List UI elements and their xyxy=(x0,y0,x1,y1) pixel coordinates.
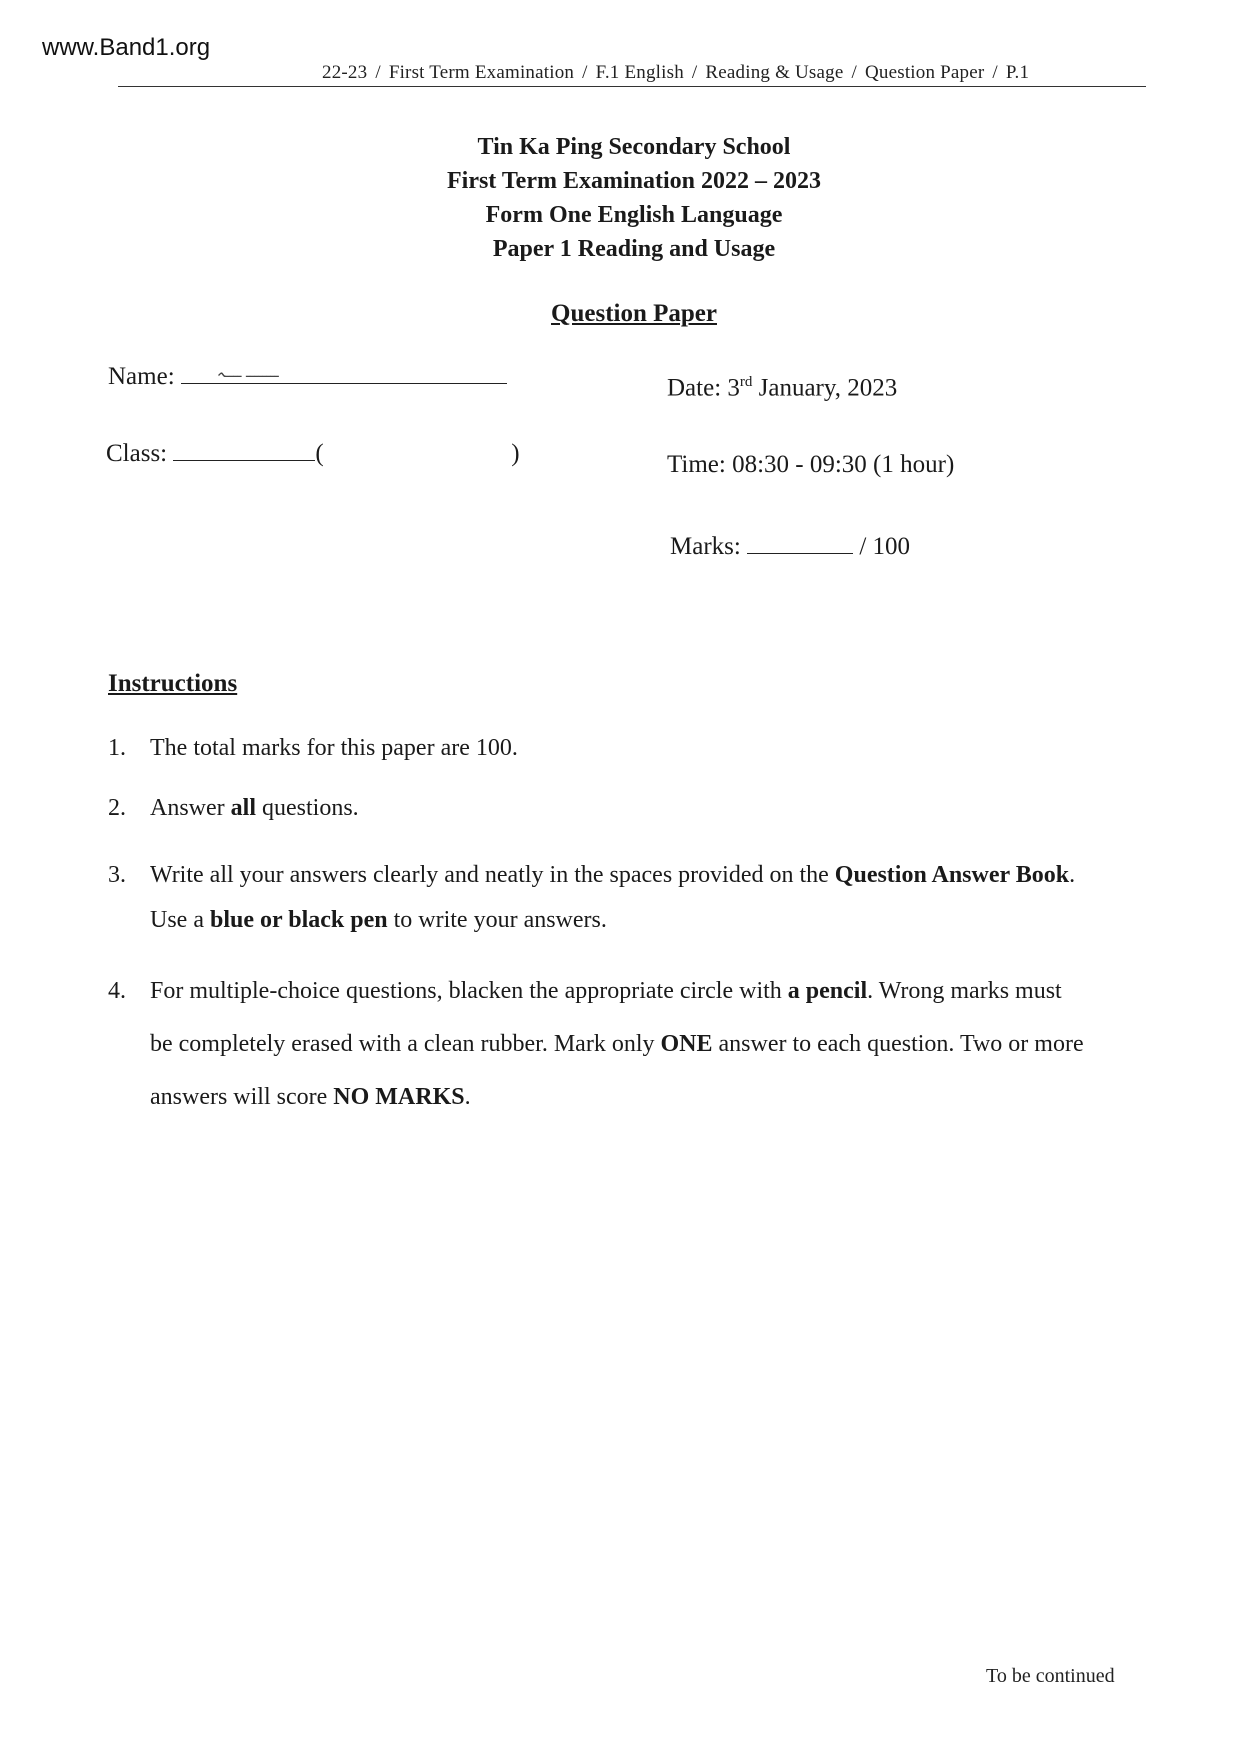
instruction-number: 3. xyxy=(108,862,126,888)
instruction-text: The total marks for this paper are 100. xyxy=(150,735,518,761)
instructions-heading: Instructions xyxy=(108,670,238,697)
name-handwriting: ــــــــ ــــہ xyxy=(216,365,279,381)
header-part-type: Question Paper xyxy=(864,62,985,83)
instruction-emphasis: a pencil xyxy=(787,978,868,1004)
instruction-emphasis: Question Answer Book xyxy=(834,862,1070,888)
exam-name: First Term Examination 2022 – 2023 xyxy=(446,168,821,194)
instruction-item-4 xyxy=(108,978,1138,1111)
time-value: 08:30 - 09:30 (1 hour) xyxy=(732,451,955,478)
marks-total: / 100 xyxy=(859,533,911,560)
instruction-text: Write all your answers clearly and neatly in the spaces provided on the xyxy=(150,862,835,888)
instruction-item-2 xyxy=(108,795,1138,822)
header-part-page: P.1 xyxy=(1005,62,1030,83)
name-field xyxy=(108,363,507,391)
class-field xyxy=(106,440,520,468)
school-name: Tin Ka Ping Secondary School xyxy=(477,134,791,160)
name-label: Name: xyxy=(108,363,175,390)
class-input-line[interactable] xyxy=(173,440,315,461)
date-field xyxy=(667,374,897,402)
footer-continued: To be continued xyxy=(986,1665,1115,1687)
instruction-text: Answer xyxy=(150,795,231,821)
marks-label: Marks: xyxy=(670,533,741,560)
instruction-text: For multiple-choice questions, blacken the appropriate circle with xyxy=(150,978,788,1004)
running-header: 22-23 / First Term Examination / F.1 English / Reading & Usage / Question Paper / P.1 xyxy=(322,62,1030,83)
date-label: Date: xyxy=(667,374,722,402)
instruction-text: answers will score xyxy=(150,1084,334,1110)
instruction-emphasis: all xyxy=(230,795,256,821)
instruction-text: answer to each question. Two or more xyxy=(712,1031,1084,1057)
marks-input-line[interactable] xyxy=(747,533,853,554)
class-close-paren: ) xyxy=(511,440,520,467)
date-day: 3 xyxy=(727,374,740,402)
question-paper-title: Question Paper xyxy=(551,300,717,327)
subject-name: Form One English Language xyxy=(485,202,783,228)
instruction-number: 1. xyxy=(108,735,126,761)
instruction-text: . xyxy=(1069,862,1076,888)
class-label: Class: xyxy=(106,440,168,467)
instruction-number: 2. xyxy=(108,795,126,821)
title-block xyxy=(0,130,1240,266)
date-rest: January, 2023 xyxy=(758,374,898,402)
paper-name: Paper 1 Reading and Usage xyxy=(492,236,776,262)
date-suffix: rd xyxy=(739,374,753,390)
name-input-line[interactable] xyxy=(181,363,507,384)
class-open-paren: ( xyxy=(315,440,324,467)
instruction-emphasis: ONE xyxy=(660,1031,713,1057)
time-field xyxy=(667,451,954,479)
instruction-text: questions. xyxy=(256,795,359,821)
instruction-emphasis: blue or black pen xyxy=(209,907,388,933)
time-label: Time: xyxy=(667,451,726,478)
instruction-number: 4. xyxy=(108,978,126,1004)
instruction-emphasis: NO MARKS xyxy=(333,1084,465,1110)
header-part-year: 22-23 xyxy=(322,62,368,83)
header-part-form: F.1 English xyxy=(595,62,684,83)
instruction-item-1 xyxy=(108,735,1138,762)
header-part-exam: First Term Examination xyxy=(388,62,575,83)
instruction-text: to write your answers. xyxy=(387,907,607,933)
instruction-text: Use a xyxy=(150,907,210,933)
instruction-item-3 xyxy=(108,862,1138,934)
marks-field xyxy=(670,533,910,561)
header-rule xyxy=(118,86,1146,87)
header-part-paper: Reading & Usage xyxy=(705,62,844,83)
watermark-url: www.Band1.org xyxy=(42,34,211,61)
instruction-text: . xyxy=(464,1084,471,1110)
instruction-text: . Wrong marks must xyxy=(867,978,1062,1004)
instruction-text: be completely erased with a clean rubber. Mark only xyxy=(150,1031,661,1057)
